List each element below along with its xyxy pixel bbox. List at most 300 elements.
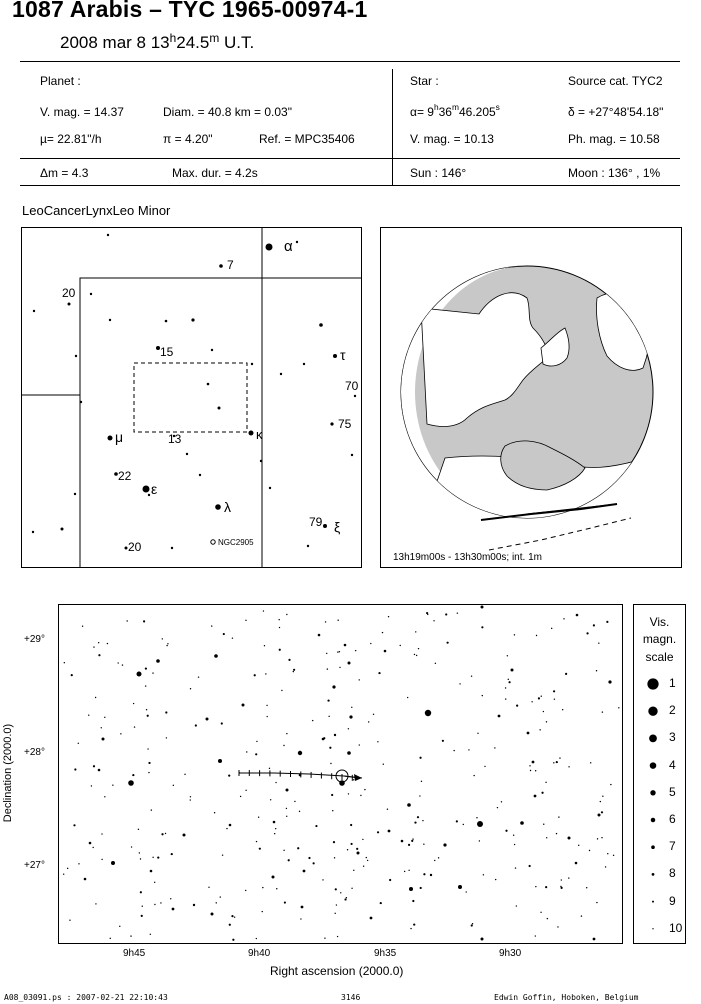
faint-star	[184, 774, 185, 775]
delta-mag: Δm = 4.3	[40, 166, 89, 180]
finder-star	[260, 460, 262, 462]
faint-star	[150, 934, 151, 935]
faint-star	[423, 844, 424, 845]
faint-star	[535, 770, 536, 771]
faint-star	[64, 662, 65, 663]
field-star	[156, 659, 160, 663]
faint-star	[554, 698, 555, 699]
finder-star	[280, 373, 282, 375]
field-star	[206, 718, 209, 721]
faint-star	[606, 621, 608, 623]
faint-star	[266, 716, 267, 717]
faint-star	[246, 751, 247, 752]
finder-label-13: 13	[168, 432, 182, 446]
faint-star	[140, 891, 142, 893]
faint-star	[507, 655, 508, 656]
moon-elongation: Moon : 136° , 1%	[568, 166, 661, 180]
finder-star	[207, 383, 210, 386]
faint-star	[529, 865, 531, 867]
finder-star	[266, 244, 273, 251]
faint-star	[589, 850, 590, 851]
faint-star	[139, 852, 140, 853]
finder-star	[296, 241, 298, 243]
faint-star	[95, 697, 96, 698]
faint-star	[610, 784, 611, 785]
faint-star	[446, 642, 448, 644]
faint-star	[471, 924, 473, 926]
faint-star	[256, 741, 257, 742]
field-star	[348, 662, 351, 665]
faint-star	[367, 860, 368, 861]
faint-star	[535, 886, 536, 887]
faint-star	[351, 888, 352, 889]
faint-star	[553, 762, 554, 763]
faint-star	[313, 862, 315, 864]
field-star	[339, 780, 345, 786]
faint-star	[223, 633, 225, 635]
faint-star	[134, 726, 135, 727]
field-star	[229, 824, 232, 827]
faint-star	[126, 620, 127, 621]
faint-star	[472, 923, 473, 924]
field-star	[334, 734, 336, 736]
finder-star	[90, 293, 92, 295]
faint-star	[373, 714, 374, 715]
field-star	[102, 738, 105, 741]
faint-star	[231, 915, 233, 917]
faint-star	[513, 835, 514, 836]
faint-star	[255, 753, 257, 755]
page-title: 1087 Arabis – TYC 1965-00974-1	[12, 0, 368, 22]
faint-star	[419, 757, 421, 759]
finder-star	[68, 303, 71, 306]
faint-star	[407, 697, 408, 698]
planet-parallax: π = 4.20"	[163, 132, 213, 146]
faint-star	[266, 705, 267, 706]
ra-tick-945: 9h45	[123, 948, 146, 959]
faint-star	[161, 833, 163, 835]
faint-star	[245, 620, 246, 621]
faint-star	[601, 837, 602, 838]
faint-star	[413, 923, 415, 925]
faint-star	[422, 820, 423, 821]
ra-tick-930: 9h30	[499, 948, 522, 959]
field-star	[172, 908, 175, 911]
hour-sup: h	[169, 31, 177, 45]
faint-star	[71, 674, 73, 676]
field-star	[286, 789, 289, 792]
faint-star	[540, 912, 541, 913]
ra-tick-935: 9h35	[374, 948, 397, 959]
faint-star	[328, 716, 329, 717]
finder-star	[249, 431, 254, 436]
finder-label-epsilon: ε	[151, 481, 158, 497]
faint-star	[140, 858, 141, 859]
faint-star	[220, 896, 221, 897]
field-star	[498, 715, 501, 718]
finder-label-mu: μ	[115, 429, 124, 445]
faint-star	[559, 757, 560, 758]
scale-dots	[634, 605, 685, 943]
field-star	[532, 761, 535, 764]
planet-ref: Ref. = MPC35406	[259, 132, 355, 146]
faint-star	[546, 837, 547, 838]
field-star	[98, 769, 101, 772]
field-star	[272, 876, 275, 879]
faint-star	[98, 654, 100, 656]
field-star	[357, 852, 360, 855]
faint-star	[445, 613, 447, 615]
faint-star	[117, 662, 118, 663]
faint-star	[363, 866, 364, 867]
finder-star	[165, 320, 168, 323]
finder-star	[333, 354, 337, 358]
faint-star	[404, 871, 405, 872]
faint-star	[326, 653, 327, 654]
finder-star	[191, 318, 194, 321]
alpha-sec: 46.205	[458, 105, 496, 119]
scale-label-6: 6	[669, 812, 676, 826]
faint-star	[166, 645, 167, 646]
faint-star	[565, 673, 567, 675]
field-star	[349, 715, 352, 718]
faint-star	[613, 855, 614, 856]
faint-star	[538, 697, 540, 699]
faint-star	[340, 892, 341, 893]
faint-star	[288, 859, 290, 861]
faint-star	[346, 897, 347, 898]
planet-mu: µ= 22.81"/h	[40, 132, 102, 146]
star-vmag: V. mag. = 10.13	[410, 132, 494, 146]
faint-star	[400, 645, 401, 646]
y-axis-label: Declination (2000.0)	[2, 723, 14, 823]
dec-tick-28: +28°	[24, 747, 45, 758]
field-star	[211, 913, 214, 916]
faint-star	[563, 618, 564, 619]
faint-star	[82, 626, 83, 627]
faint-star	[556, 833, 557, 834]
faint-star	[412, 900, 414, 902]
finder-star	[319, 323, 323, 327]
planet-heading: Planet :	[40, 74, 81, 88]
faint-star	[468, 749, 469, 750]
alpha-prefix: α= 9	[410, 105, 434, 119]
field-star	[347, 751, 351, 755]
faint-star	[162, 638, 163, 639]
field-star	[443, 843, 446, 846]
faint-star	[433, 620, 434, 621]
faint-star	[378, 672, 380, 674]
faint-star	[91, 785, 92, 786]
faint-star	[279, 627, 280, 628]
field-star	[344, 644, 347, 647]
field-star	[332, 685, 335, 688]
finder-star	[269, 487, 271, 489]
faint-star	[348, 793, 349, 794]
faint-star	[154, 882, 155, 883]
field-star	[511, 669, 514, 672]
field-star	[137, 672, 142, 677]
ra-tick-940: 9h40	[248, 948, 271, 959]
dec-tick-27: +27°	[24, 860, 45, 871]
field-star	[534, 795, 537, 798]
field-star	[303, 870, 306, 873]
faint-star	[93, 646, 94, 647]
faint-star	[561, 879, 562, 880]
field-star	[575, 862, 578, 865]
faint-star	[331, 794, 333, 796]
faint-star	[171, 853, 173, 855]
finder-star	[219, 264, 223, 268]
faint-star	[543, 711, 544, 712]
finder-star	[251, 363, 253, 365]
minutes: 24.5	[176, 33, 210, 52]
faint-star	[339, 667, 340, 668]
field-star	[242, 704, 245, 707]
faint-star	[254, 674, 256, 676]
faint-star	[327, 668, 328, 669]
faint-star	[535, 935, 536, 936]
faint-star	[228, 775, 230, 777]
field-star	[407, 803, 411, 807]
faint-star	[602, 795, 603, 796]
faint-star	[553, 690, 555, 692]
faint-star	[339, 651, 340, 652]
finder-star	[74, 493, 76, 495]
faint-star	[286, 614, 287, 615]
faint-star	[67, 868, 68, 869]
finder-star	[199, 474, 201, 476]
faint-star	[515, 867, 516, 868]
faint-star	[336, 904, 337, 905]
faint-star	[557, 926, 558, 927]
faint-star	[148, 762, 150, 764]
faint-star	[586, 632, 588, 634]
faint-star	[275, 782, 276, 783]
faint-star	[240, 796, 241, 797]
finder-label-kappa: κ	[256, 427, 263, 442]
faint-star	[377, 831, 379, 833]
finder-star	[33, 310, 35, 312]
scale-dot-5	[650, 790, 655, 795]
faint-star	[600, 801, 601, 802]
finder-label-79: 79	[309, 515, 323, 529]
faint-star	[505, 830, 507, 832]
faint-star	[276, 888, 277, 889]
faint-star	[335, 888, 337, 890]
faint-star	[456, 820, 458, 822]
scale-dot-10	[652, 928, 653, 929]
field-star	[401, 840, 404, 843]
faint-star	[568, 877, 569, 878]
scale-title-2: magn.	[642, 632, 677, 646]
finder-star	[330, 422, 333, 425]
alpha-s: s	[495, 102, 500, 112]
field-star	[128, 780, 134, 786]
faint-star	[104, 796, 105, 797]
faint-star	[269, 768, 270, 769]
faint-star	[145, 667, 147, 669]
finder-label-xi: ξ	[334, 519, 341, 535]
faint-star	[414, 654, 415, 655]
finder-label-15: 15	[160, 345, 174, 359]
star-heading: Star :	[410, 74, 439, 88]
faint-star	[505, 687, 506, 688]
faint-star	[142, 905, 143, 906]
faint-star	[88, 714, 89, 715]
field-star	[183, 834, 186, 837]
faint-star	[514, 634, 515, 635]
faint-star	[278, 619, 279, 620]
finder-star	[171, 547, 173, 549]
faint-star	[208, 887, 209, 888]
faint-star	[586, 887, 587, 888]
faint-star	[270, 799, 271, 800]
finder-star	[148, 494, 150, 496]
field-star	[218, 759, 222, 763]
scale-label-7: 7	[669, 839, 676, 854]
scale-label-1: 1	[669, 676, 676, 690]
star-phmag: Ph. mag. = 10.58	[568, 132, 660, 146]
faint-star	[157, 856, 159, 858]
faint-star	[281, 690, 282, 691]
footer-file: A08_03091.ps : 2007-02-21 22:10:43	[4, 993, 168, 1002]
faint-star	[275, 828, 276, 829]
footer-number: 3146	[341, 993, 361, 1002]
scale-title-3: scale	[645, 650, 674, 664]
faint-star	[312, 720, 313, 721]
faint-star	[107, 643, 108, 644]
min-sup: m	[209, 31, 220, 45]
faint-star	[531, 701, 532, 702]
faint-star	[323, 737, 325, 739]
finder-star	[354, 395, 356, 397]
scale-label-8: 8	[669, 866, 676, 881]
finder-star	[75, 355, 77, 357]
finder-label-lambda: λ	[224, 499, 231, 515]
faint-star	[154, 904, 155, 905]
faint-star	[483, 874, 484, 875]
faint-star	[377, 741, 378, 742]
main-chart-svg	[59, 605, 622, 943]
faint-star	[562, 709, 563, 710]
faint-star	[508, 681, 510, 683]
faint-star	[78, 863, 79, 864]
info-bottom-rule	[20, 185, 680, 186]
faint-star	[131, 846, 132, 847]
faint-star	[93, 765, 95, 767]
event-datetime	[60, 33, 254, 53]
sun-elongation: Sun : 146°	[410, 166, 467, 180]
faint-star	[514, 844, 515, 845]
globe-caption: 13h19m00s - 13h30m00s; int. 1m	[393, 552, 542, 563]
faint-star	[286, 808, 287, 809]
faint-star	[435, 663, 436, 664]
faint-star	[130, 935, 131, 936]
finder-star	[307, 545, 309, 547]
scale-dot-7	[651, 845, 655, 849]
faint-star	[382, 632, 383, 633]
faint-star	[119, 926, 120, 927]
faint-star	[300, 918, 301, 919]
faint-star	[259, 848, 261, 850]
faint-star	[122, 664, 123, 665]
faint-star	[101, 859, 102, 860]
field-star	[318, 634, 321, 637]
field-star	[370, 917, 373, 920]
faint-star	[299, 811, 300, 812]
faint-star	[263, 610, 264, 611]
finder-star	[303, 363, 305, 365]
finder-star	[143, 486, 150, 493]
faint-star	[353, 779, 354, 780]
faint-star	[466, 891, 467, 892]
faint-star	[590, 762, 591, 763]
faint-star	[112, 784, 113, 785]
faint-star	[165, 833, 166, 834]
faint-star	[132, 774, 134, 776]
faint-star	[190, 799, 191, 800]
finder-label-tau: τ	[340, 347, 346, 363]
faint-star	[438, 857, 439, 858]
faint-star	[245, 790, 246, 791]
scale-dot-9	[652, 901, 654, 903]
footer-author: Edwin Goffin, Hoboken, Belgium	[494, 993, 639, 1002]
faint-star	[596, 902, 597, 903]
faint-star	[334, 857, 335, 858]
faint-star	[170, 898, 171, 899]
faint-star	[416, 655, 417, 656]
faint-star	[322, 879, 323, 880]
faint-star	[360, 795, 361, 796]
faint-star	[476, 817, 477, 818]
scale-dot-6	[651, 818, 656, 823]
faint-star	[293, 669, 295, 671]
field-star	[598, 814, 601, 817]
faint-star	[348, 728, 349, 729]
faint-star	[337, 620, 338, 621]
faint-star	[216, 902, 217, 903]
scale-dot-3	[649, 735, 657, 743]
faint-star	[351, 707, 352, 708]
magnitude-scale	[633, 604, 686, 944]
faint-star	[545, 782, 546, 783]
faint-star	[98, 642, 99, 643]
faint-star	[138, 829, 139, 830]
field-star	[481, 606, 484, 609]
faint-star	[561, 887, 563, 889]
faint-star	[147, 715, 149, 717]
faint-star	[541, 792, 543, 794]
field-star	[84, 878, 87, 881]
star-delta: δ = +27°48'54.18"	[568, 105, 664, 119]
field-star	[409, 887, 413, 891]
field-star	[273, 821, 276, 824]
faint-star	[78, 743, 79, 744]
faint-star	[593, 624, 595, 626]
finder-label-7: 7	[227, 258, 234, 272]
finder-star	[107, 234, 109, 236]
faint-star	[543, 824, 544, 825]
faint-star	[529, 765, 530, 766]
field-star	[111, 861, 115, 865]
earth-globe	[381, 228, 681, 567]
field-star	[430, 874, 432, 876]
faint-star	[211, 625, 212, 626]
date-prefix: 2008 mar 8 13	[60, 33, 170, 52]
faint-star	[596, 670, 597, 671]
scale-label-9: 9	[669, 893, 676, 908]
